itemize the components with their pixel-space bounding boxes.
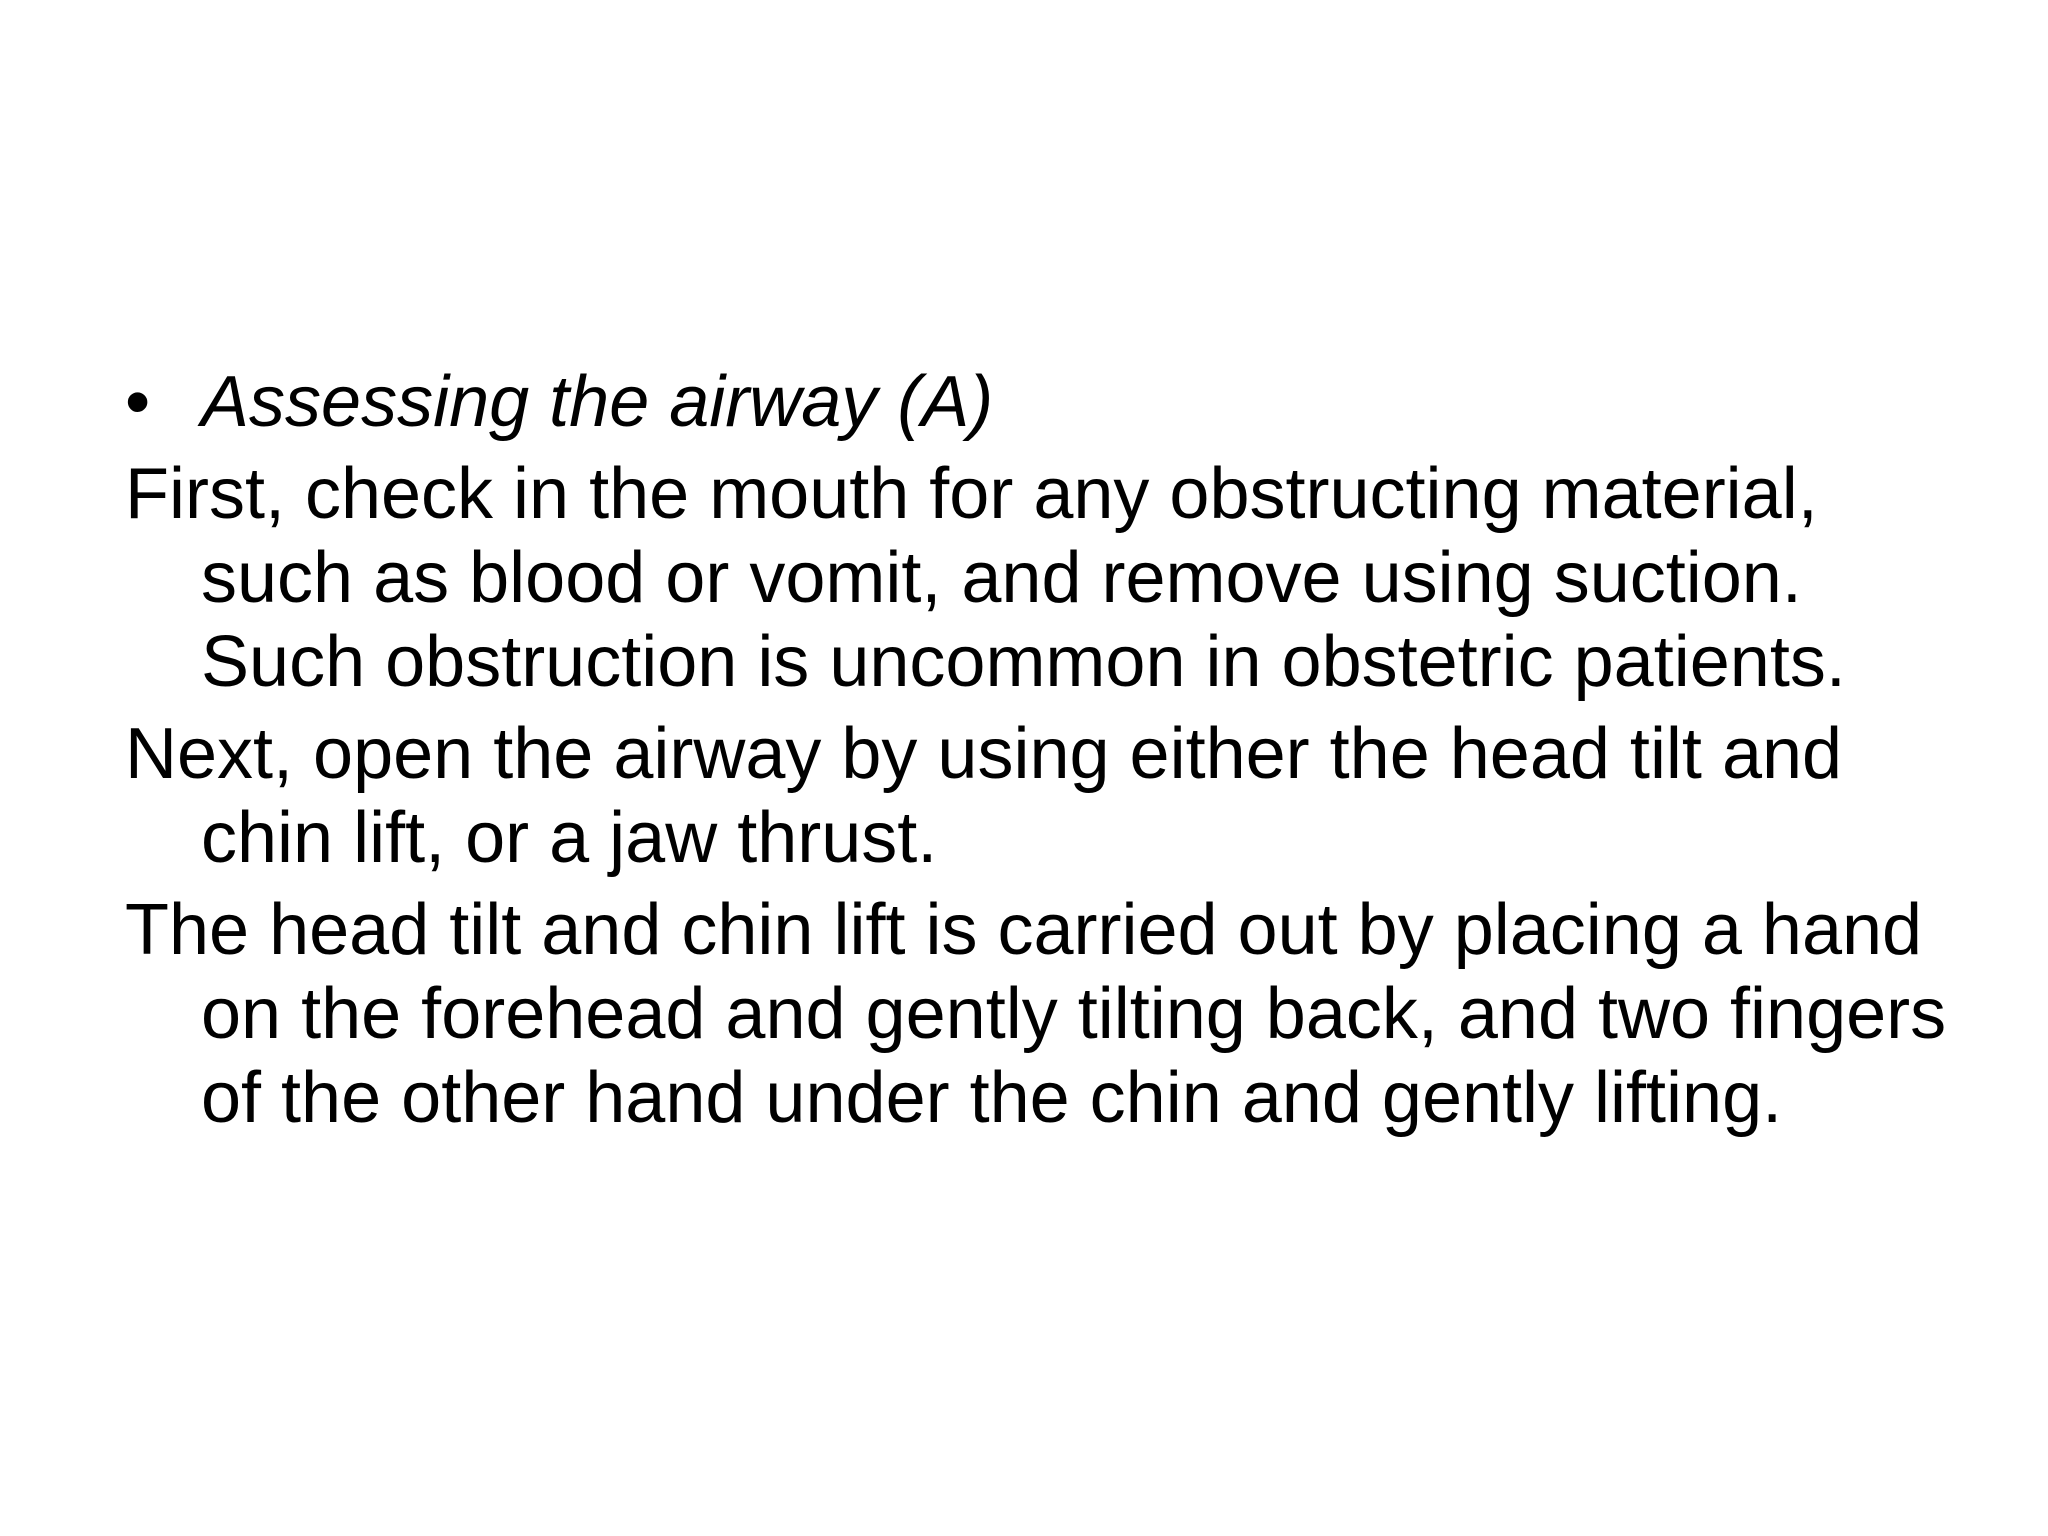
section-heading: Assessing the airway (A) — [201, 362, 994, 442]
bullet-heading — [125, 360, 1985, 444]
paragraph-head-tilt: The head tilt and chin lift is carried out by placing a hand on the forehead and gently tilting back, and two fingers of the other hand under the chin and gently lifting. — [125, 890, 1947, 1138]
paragraph-open-airway: Next, open the airway by using either the head tilt and chin lift, or a jaw thrust. — [125, 714, 1843, 878]
paragraph-check-mouth: First, check in the mouth for any obstructing material, such as blood or vomit, and remove using suction. Such obstruction is uncommon in obstetric patients. — [125, 454, 1846, 702]
bullet-marker: • — [125, 362, 151, 442]
slide-body — [125, 360, 1985, 1148]
